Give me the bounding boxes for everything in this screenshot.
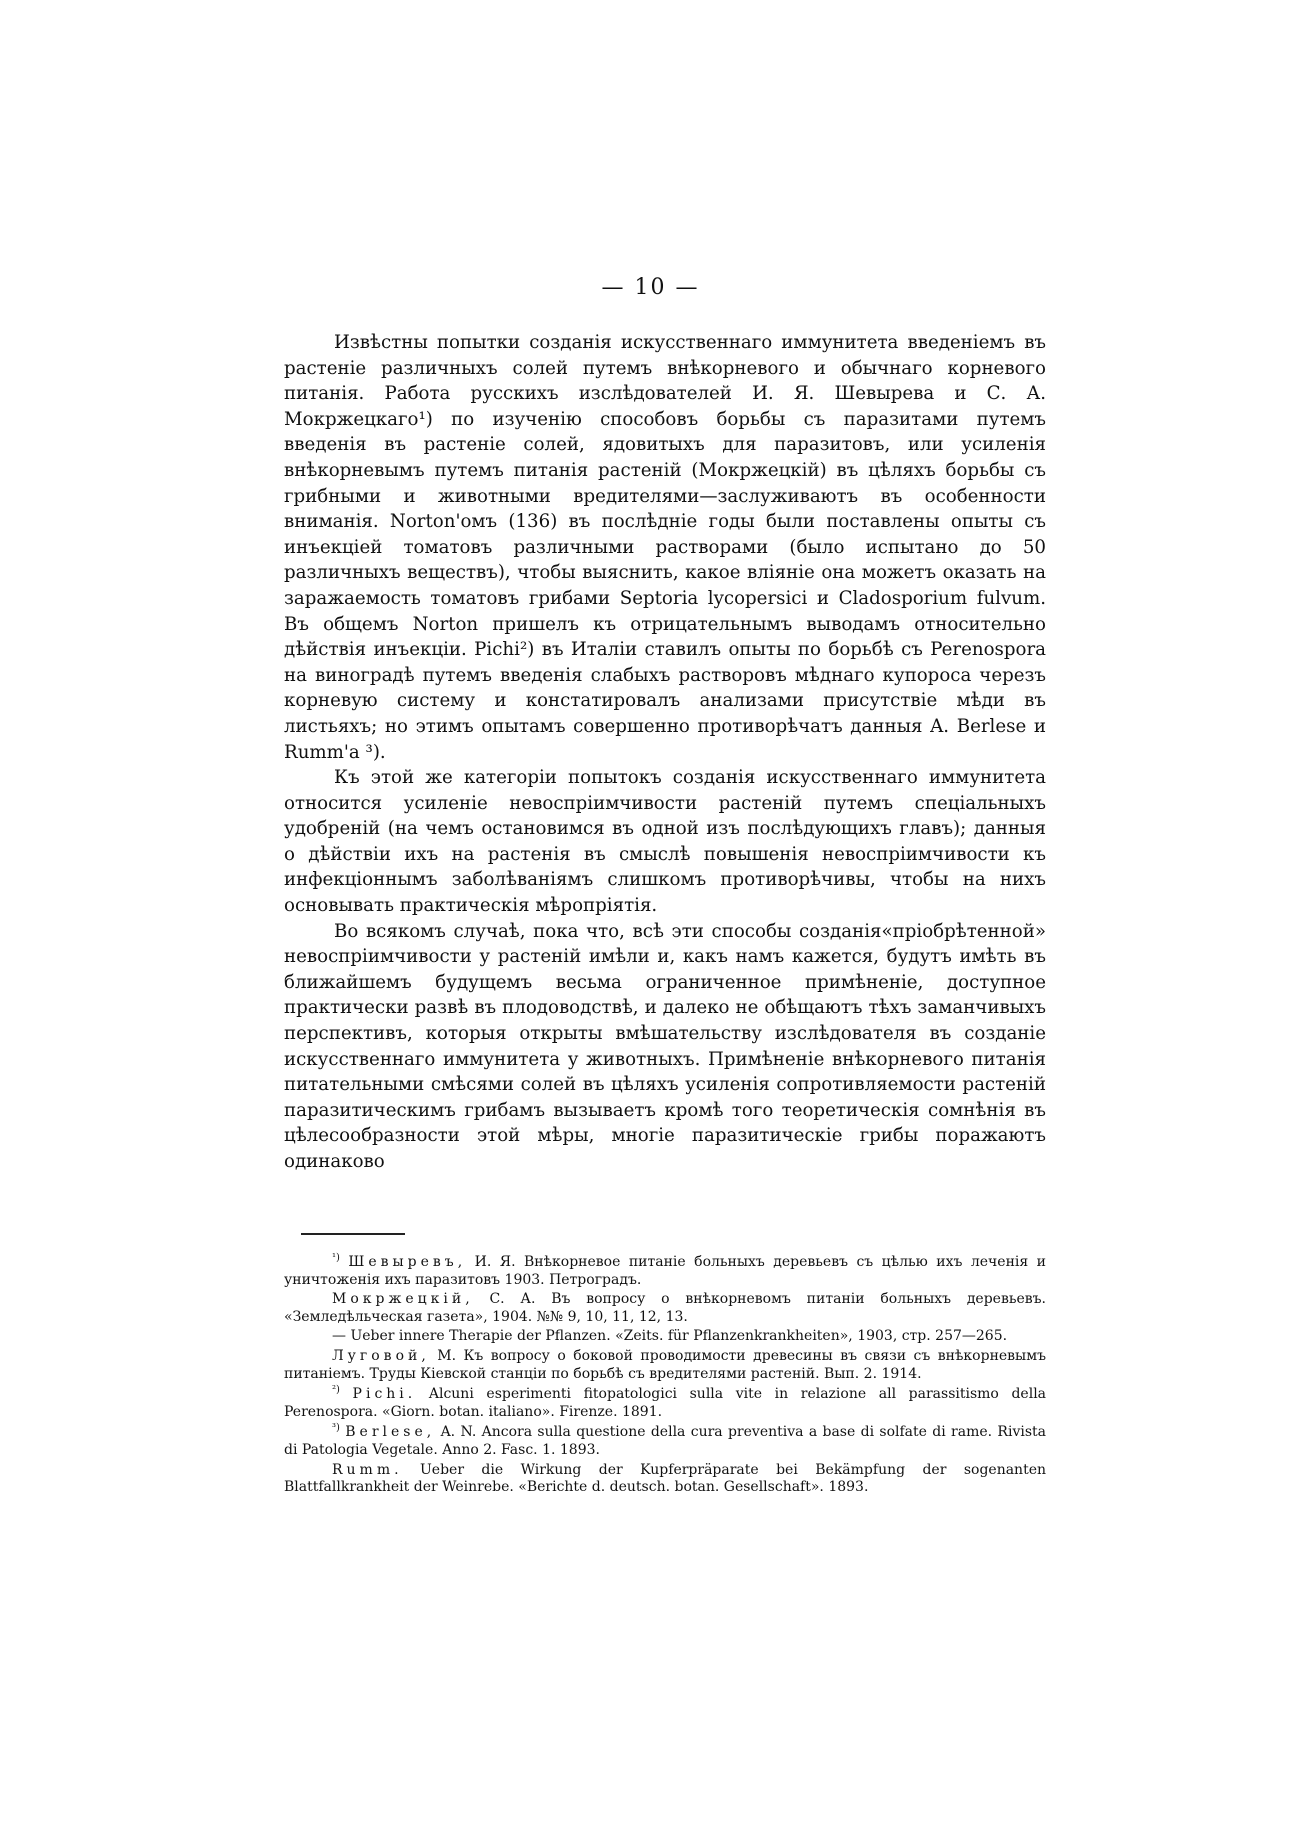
footnote-text: Alcuni esperimenti fitopatologici sulla vite in relazione all parassitismo della Perenospora. «Giorn. botan. italiano». Firenze. 1891. bbox=[284, 1386, 1047, 1420]
footnote-text: A. N. Ancora sulla questione della cura preventiva a base di solfate di rame. Rivista di Patologia Vegetale. Anno 2. Fasc. 1. 1893. bbox=[284, 1424, 1046, 1458]
footnote-mark: ²) bbox=[332, 1384, 340, 1396]
footnote-1c bbox=[284, 1328, 1046, 1346]
page-number: — 10 — bbox=[601, 275, 700, 300]
footnote-divider bbox=[301, 1233, 405, 1235]
footnote-3 bbox=[284, 1424, 1046, 1459]
body-text bbox=[284, 330, 1046, 1175]
footnote-1 bbox=[284, 1254, 1046, 1289]
footnotes bbox=[284, 1254, 1046, 1500]
footnote-text: С. А. Въ вопросу о внѣкорневомъ питаніи больныхъ деревьевъ. «Земледѣльческая газета», 1904. №№ 9, 10, 11, 12, 13. bbox=[284, 1291, 1046, 1325]
footnote-author: Rumm. bbox=[332, 1461, 403, 1478]
paragraph-3: Во всякомъ случаѣ, пока что, всѣ эти способы созданія«пріобрѣтенной» невоспріимчивости у растеній имѣли и, какъ намъ кажется, будутъ имѣть въ ближайшемъ будущемъ весьма ограниченное примѣненіе, доступное практически развѣ въ плодоводствѣ, и далеко не обѣщаютъ тѣхъ заманчивыхъ перспективъ, которыя открыты вмѣшательству изслѣдователя въ созданіе искусственнаго иммунитета у животныхъ. Примѣненіе внѣкорневого питанія питательными смѣсями солей въ цѣляхъ усиленія сопротивляемости растеній паразитическимъ грибамъ вызываетъ кромѣ того теоретическія сомнѣнія въ цѣлесообразности этой мѣры, многіе паразитическіе грибы поражаютъ одинаково bbox=[284, 920, 1046, 1172]
footnote-mark: ¹) bbox=[332, 1252, 340, 1264]
footnote-author: Berlese, bbox=[345, 1424, 436, 1441]
footnote-2 bbox=[284, 1386, 1046, 1421]
footnote-author: Мокржецкій, bbox=[332, 1291, 474, 1308]
footnote-author: Луговой, bbox=[332, 1347, 430, 1364]
paragraph-1: Извѣстны попытки созданія искусственнаго иммунитета введеніемъ въ растеніе различныхъ солей путемъ внѣкорневого и обычнаго корневого питанія. Работа русскихъ изслѣдователей И. Я. Шевырева и С. А. Мокржецкаго¹) по изученію способовъ борьбы съ паразитами путемъ введенія въ растеніе солей, ядовитыхъ для паразитовъ, или усиленія внѣкорневымъ путемъ питанія растеній (Мокржецкій) въ цѣляхъ борьбы съ грибными и животными вредителями—заслуживаютъ въ особенности вниманія. Norton'омъ (136) въ послѣдніе годы были поставлены опыты съ инъекціей томатовъ различными растворами (было испытано до 50 различныхъ веществъ), чтобы выяснить, какое вліяніе она можетъ оказать на заражаемость томатовъ грибами Septoria lycopersici и Cladosporium fulvum. Въ общемъ Norton пришелъ къ отрицательнымъ выводамъ относительно дѣйствія инъекціи. Pichi²) въ Италіи ставилъ опыты по борьбѣ съ Perenospora на виноградѣ путемъ введенія слабыхъ растворовъ мѣднаго купороса черезъ корневую систему и констатировалъ анализами присутствіе мѣди въ листьяхъ; но этимъ опытамъ совершенно противорѣчатъ данныя A. Berlese и Rumm'a ³). bbox=[284, 332, 1046, 763]
footnote-1b bbox=[284, 1291, 1046, 1326]
paragraph-2: Къ этой же категоріи попытокъ созданія искусственнаго иммунитета относится усиленіе невоспріимчивости растеній путемъ спеціальныхъ удобреній (на чемъ остановимся въ одной изъ послѣдующихъ главъ); данныя о дѣйствіи ихъ на растенія въ смыслѣ повышенія невоспріимчивости къ инфекціоннымъ заболѣваніямъ слишкомъ противорѣчивы, чтобы на нихъ основывать практическія мѣропріятія. bbox=[284, 767, 1046, 917]
footnote-3b bbox=[284, 1462, 1046, 1497]
footnote-text: И. Я. Внѣкорневое питаніе больныхъ деревьевъ съ цѣлью ихъ леченія и уничтоженія ихъ паразитовъ 1903. Петроградъ. bbox=[284, 1254, 1047, 1288]
footnote-text: — Ueber innere Therapie der Pflanzen. «Zeits. für Pflanzenkrankheiten», 1903, стр. 257—265. bbox=[332, 1328, 1008, 1345]
footnote-text: Ueber die Wirkung der Kupferpräparate bei Bekämpfung der sogenanten Blattfallkrankheit der Weinrebe. «Berichte d. deutsch. botan. Gesellschaft». 1893. bbox=[284, 1461, 1046, 1496]
footnote-author: Шевыревъ, bbox=[348, 1254, 467, 1270]
footnote-mark: ³) bbox=[332, 1422, 340, 1434]
footnote-text: М. Къ вопросу о боковой проводимости древесины въ связи съ внѣкорневымъ питаніемъ. Труды Кіевской станціи по борьбѣ съ вредителями растеній. Вып. 2. 1914. bbox=[284, 1347, 1047, 1382]
footnote-1d bbox=[284, 1348, 1046, 1383]
footnote-author: Pichi. bbox=[352, 1386, 417, 1403]
